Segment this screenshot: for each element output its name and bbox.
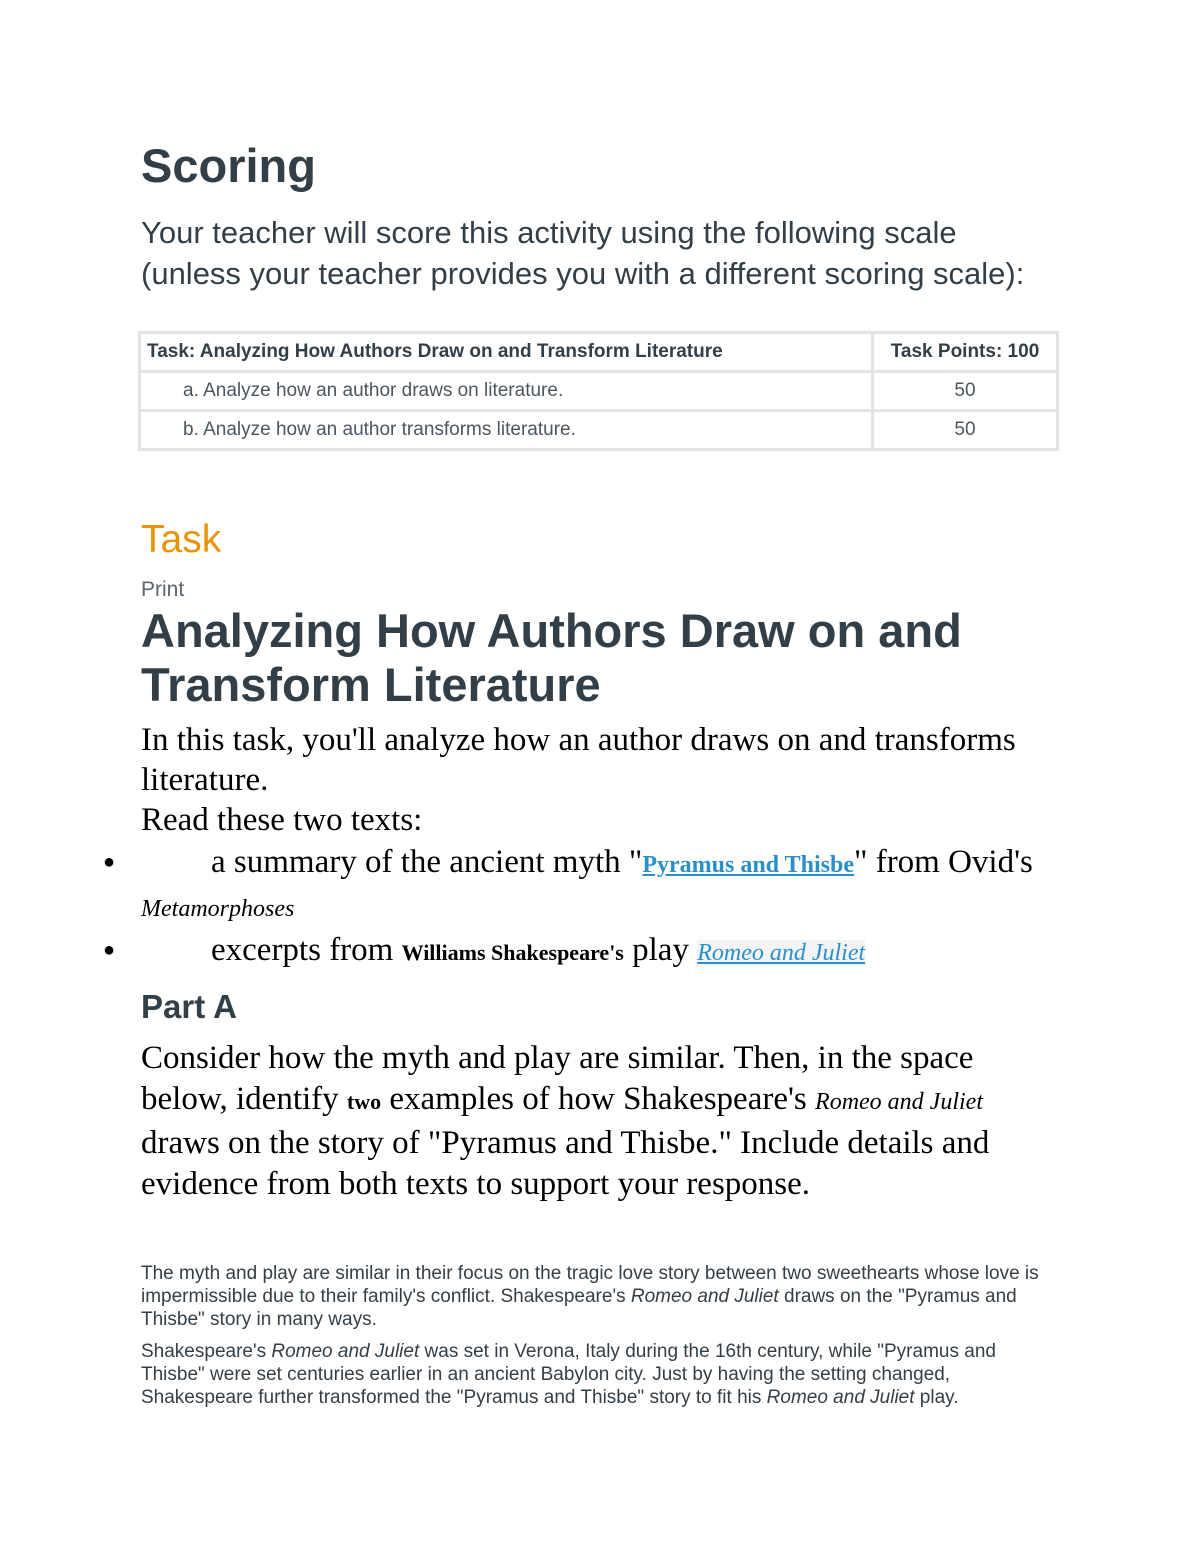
part-a-heading: Part A xyxy=(141,988,237,1025)
task-title: Analyzing How Authors Draw on and Transform Literature xyxy=(141,604,962,711)
author-name: Williams Shakespeare's xyxy=(401,940,624,965)
task-heading: Task xyxy=(141,518,222,561)
texts-list xyxy=(103,842,1059,974)
part-a-prompt: Consider how the myth and play are similar. Then, in the space below, identify two examples of how Shakespeare's Romeo and Juliet draws on the story of "Pyramus and Thisbe." Include details and evidence from both texts to support your response. xyxy=(141,1040,990,1202)
task-intro-text: In this task, you'll analyze how an author draws on and transforms literature. xyxy=(141,722,1016,798)
scoring-heading: Scoring xyxy=(141,139,316,192)
answer-paragraph: The myth and play are similar in their focus on the tragic love story between two sweethearts whose love is impermissible due to their family's conflict. Shakespeare's Romeo and Juliet draws on the "Pyramus and Thisbe" story in many ways. xyxy=(141,1263,1039,1330)
table-row xyxy=(141,412,1056,448)
romeo-juliet-link[interactable]: Romeo and Juliet xyxy=(697,940,866,966)
table-row xyxy=(141,373,1056,409)
list-item: ● excerpts from Williams Shakespeare's play Romeo and Juliet xyxy=(141,930,1059,974)
points-header-cell: Task Points: 100 xyxy=(874,334,1056,370)
criterion-cell: b. Analyze how an author transforms literature. xyxy=(141,412,871,448)
scoring-table xyxy=(138,331,1059,451)
bullet-icon: ● xyxy=(103,851,116,873)
student-answer[interactable] xyxy=(141,1262,1059,1418)
task-header-cell: Task: Analyzing How Authors Draw on and Transform Literature xyxy=(141,334,871,370)
bullet-icon: ● xyxy=(103,939,116,961)
print-link[interactable]: Print xyxy=(141,578,185,601)
criterion-cell: a. Analyze how an author draws on literature. xyxy=(141,373,871,409)
points-cell: 50 xyxy=(874,373,1056,409)
points-cell: 50 xyxy=(874,412,1056,448)
list-item: ● a summary of the ancient myth "Pyramus and Thisbe" from Ovid's Metamorphoses xyxy=(103,844,1033,922)
answer-paragraph: Shakespeare's Romeo and Juliet was set in Verona, Italy during the 16th century, while "Pyramus and Thisbe" were set centuries earlier in an ancient Babylon city. Just by having the setting changed, Shakespeare further transformed the "Pyramus and Thisbe" story to fit his Romeo and Juliet play. xyxy=(141,1341,996,1408)
pyramus-thisbe-link[interactable]: Pyramus and Thisbe xyxy=(642,852,854,878)
scoring-table-header xyxy=(141,334,1056,370)
task-intro xyxy=(141,720,1041,840)
metamorphoses-title: Metamorphoses xyxy=(141,896,295,922)
scoring-intro: Your teacher will score this activity using the following scale (unless your teacher provides you with a different scoring scale): xyxy=(141,215,1025,291)
read-label: Read these two texts: xyxy=(141,802,423,838)
